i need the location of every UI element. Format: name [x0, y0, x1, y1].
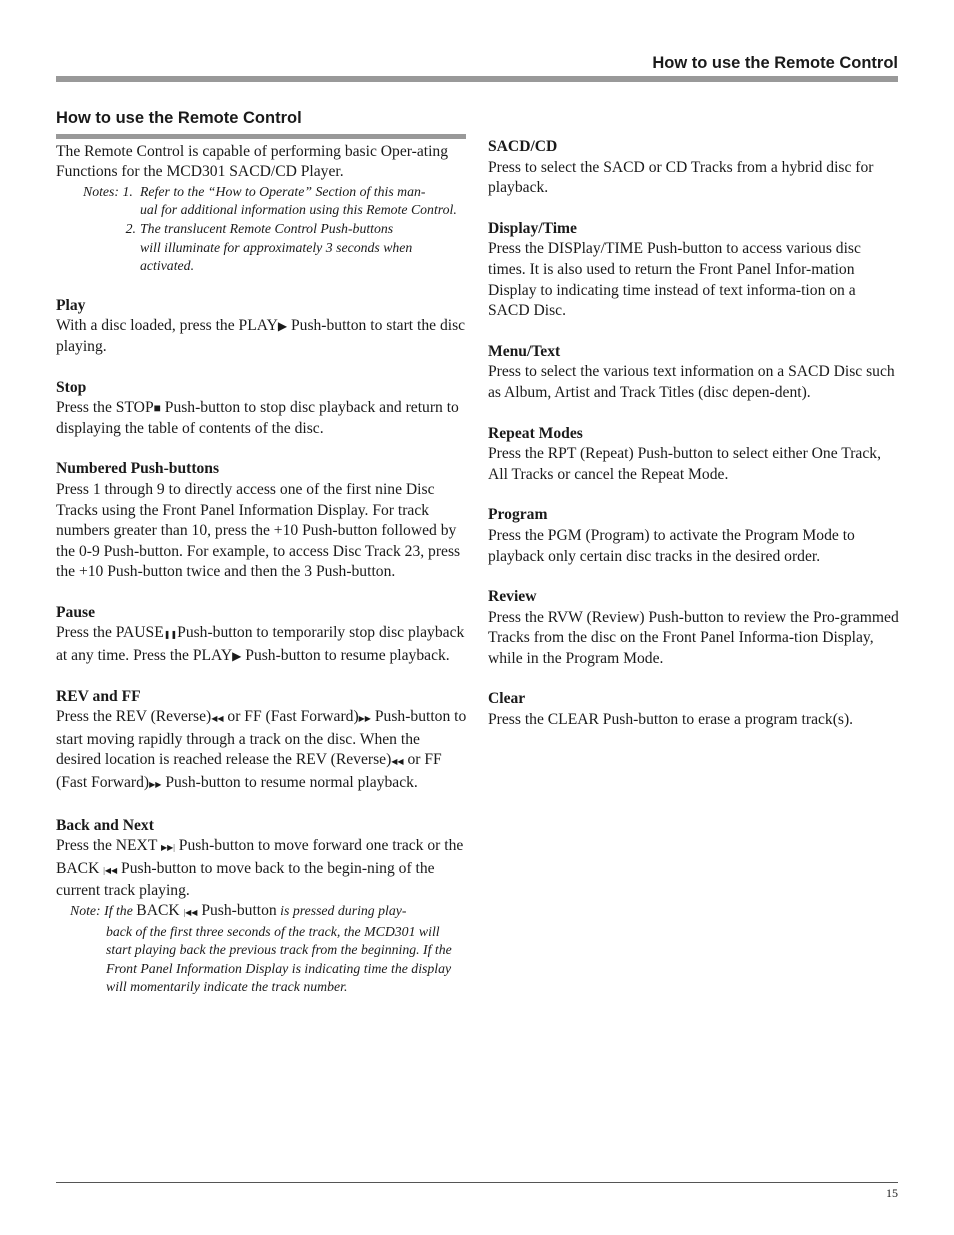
- revff-heading: REV and FF: [56, 687, 141, 705]
- header-rule: [56, 76, 898, 82]
- display-text: Press the DISPlay/TIME Push-button to access various disc times. It is also used to return the Front Panel Infor-mation Display to indicating time instead of text informa-tion on a SACD Disc.: [488, 240, 861, 320]
- back-icon: |◀◀: [103, 865, 118, 875]
- clear-text: Press the CLEAR Push-button to erase a program track(s).: [488, 711, 854, 729]
- clear-heading: Clear: [488, 690, 526, 708]
- backnext-text: Press the NEXT ▶▶| Push-button to move forward one track or the BACK |◀◀ Push-button to move back to the begin-ning of the current track playing.: [56, 837, 464, 900]
- left-column: [56, 108, 468, 997]
- numbered-heading: Numbered Push-buttons: [56, 460, 220, 478]
- pause-heading: Pause: [56, 603, 95, 621]
- ff-icon: ▶▶: [358, 714, 371, 724]
- page-header: How to use the Remote Control: [652, 54, 898, 72]
- note-1-rest: ual for additional information using this Remote Control.: [140, 202, 457, 218]
- footer-rule: [56, 1182, 898, 1183]
- display-heading: Display/Time: [488, 219, 577, 237]
- revff-text: Press the REV (Reverse)◀◀ or FF (Fast Forward)▶▶ Push-button to start moving rapidly through a track on the disc. When the desired location is reached release the REV (Reverse)◀◀ or FF (Fast Forward)▶▶ Push-button to resume normal playback.: [56, 707, 468, 795]
- numbered-text: Press 1 through 9 to directly access one of the first nine Disc Tracks using the Front Panel Information Display. For track numbers greater than 10, press the +10 Push-button followed by the 0-9 Push-button. For example, to access Disc Track 23, press the +10 Push-button twice and then the 3 Push-button.: [56, 480, 461, 581]
- next-icon: ▶▶|: [160, 843, 175, 853]
- back-icon: |◀◀: [183, 908, 198, 917]
- pause-text: Press the PAUSE❚❚Push-button to temporarily stop disc playback at any time. Press the PLAY▶ Push-button to resume playback.: [56, 623, 468, 666]
- program-text: Press the PGM (Program) to activate the Program Mode to playback only certain disc tracks in the desired order.: [488, 526, 855, 565]
- review-text: Press the RVW (Review) Push-button to review the Pro-grammed Tracks from the disc on the Front Panel Informa-tion Display, while in the Program Mode.: [488, 608, 899, 667]
- note-2: [56, 220, 468, 239]
- program-heading: Program: [488, 506, 548, 524]
- rev-icon: ◀◀: [211, 714, 224, 724]
- note-2-line: The translucent Remote Control Push-buttons: [140, 220, 394, 236]
- backnext-note-rest: back of the first three seconds of the track, the MCD301 will start playing back the previous track from the beginning. If the Front Panel Information Display is indicating time the display will momentarily indicate the track number.: [106, 923, 452, 995]
- sacd-heading: SACD/CD: [488, 138, 558, 155]
- rev-icon: ◀◀: [391, 757, 404, 767]
- intro-text: The Remote Control is capable of performing basic Oper-ating Functions for the MCD301 SACD/CD Player.: [56, 142, 449, 181]
- backnext-heading: Back and Next: [56, 816, 154, 834]
- section-title: How to use the Remote Control: [56, 108, 466, 139]
- stop-icon: ■: [153, 401, 161, 416]
- play-text: With a disc loaded, press the PLAY▶ Push-button to start the disc playing.: [56, 317, 466, 355]
- play-icon: ▶: [232, 649, 242, 664]
- repeat-heading: Repeat Modes: [488, 424, 583, 442]
- repeat-text: Press the RPT (Repeat) Push-button to select either One Track, All Tracks or cancel the Repeat Mode.: [488, 445, 881, 483]
- note-1: [56, 183, 468, 202]
- backnext-note: Note: If the BACK |◀◀ Push-button is pressed during play- back of the first three seconds of the track, the MCD301 will start playing back the previous track from the beginning. If the Front Panel Information Display is indicating time the display will momentarily indicate the track number.: [56, 902, 468, 997]
- note-2-rest: will illuminate for approximately 3 seconds when activated.: [140, 239, 413, 274]
- note-2-label: 2.: [125, 220, 136, 236]
- page-number: 15: [886, 1186, 898, 1200]
- note-1-line: Refer to the “How to Operate” Section of this man-: [140, 183, 426, 199]
- notes-label: Notes: 1.: [83, 183, 133, 199]
- review-heading: Review: [488, 588, 537, 606]
- notes-block: [56, 183, 468, 276]
- play-heading: Play: [56, 296, 86, 314]
- menu-heading: Menu/Text: [488, 342, 561, 360]
- ff-icon: ▶▶: [149, 780, 162, 790]
- right-column: [488, 137, 900, 731]
- stop-text: Press the STOP■ Push-button to stop disc playback and return to displaying the table of contents of the disc.: [56, 399, 459, 437]
- play-icon: ▶: [277, 319, 288, 334]
- stop-heading: Stop: [56, 378, 87, 396]
- sacd-text: Press to select the SACD or CD Tracks from a hybrid disc for playback.: [488, 158, 874, 197]
- pause-icon: ❚❚: [163, 630, 178, 640]
- menu-text: Press to select the various text information on a SACD Disc such as Album, Artist and Track Titles (disc depen-dent).: [488, 363, 895, 401]
